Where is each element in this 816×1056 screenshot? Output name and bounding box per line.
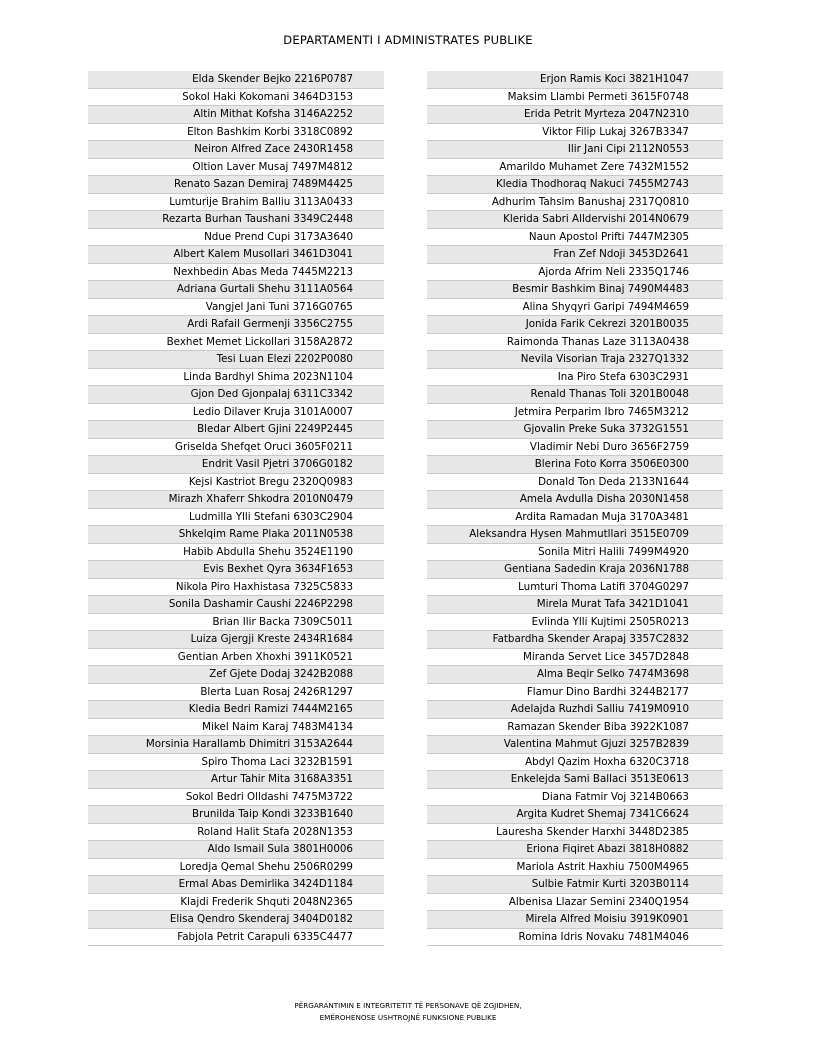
list-item: Griselda Shefqet Oruci 3605F0211 [88,439,384,457]
list-item: Mikel Naim Karaj 7483M4134 [88,719,384,737]
list-item: Ajorda Afrim Neli 2335Q1746 [427,264,723,282]
list-item: Gjovalin Preke Suka 3732G1551 [427,421,723,439]
list-item: Valentina Mahmut Gjuzi 3257B2839 [427,736,723,754]
list-item: Eriona Fiqiret Abazi 3818H0882 [427,841,723,859]
list-item: Abdyl Qazim Hoxha 6320C3718 [427,754,723,772]
list-item: Sokol Haki Kokomani 3464D3153 [88,89,384,107]
list-item: Miranda Servet Lice 3457D2848 [427,649,723,667]
left-column-list [88,71,384,946]
list-item: Shkelqim Rame Plaka 2011N0538 [88,526,384,544]
list-item: Amarildo Muhamet Zere 7432M1552 [427,159,723,177]
list-item: Bexhet Memet Lickollari 3158A2872 [88,334,384,352]
list-item: Evis Bexhet Qyra 3634F1653 [88,561,384,579]
footer-line-2: EMËROHENOSE USHTROJNË FUNKSIONE PUBLIKE [319,1013,497,1022]
list-item: Ardi Rafail Germenji 3356C2755 [88,316,384,334]
list-item: Blerta Luan Rosaj 2426R1297 [88,684,384,702]
list-item: Mirela Murat Tafa 3421D1041 [427,596,723,614]
page-title: DEPARTAMENTI I ADMINISTRATES PUBLIKE [283,33,533,47]
list-item: Diana Fatmir Voj 3214B0663 [427,789,723,807]
list-item: Adelajda Ruzhdi Salliu 7419M0910 [427,701,723,719]
list-item: Adhurim Tahsim Banushaj 2317Q0810 [427,194,723,212]
list-item: Ilir Jani Cipi 2112N0553 [427,141,723,159]
list-item: Kledia Thodhoraq Nakuci 7455M2743 [427,176,723,194]
list-item: Erjon Ramis Koci 3821H1047 [427,71,723,89]
list-item: Klerida Sabri Alldervishi 2014N0679 [427,211,723,229]
list-item: Zef Gjete Dodaj 3242B2088 [88,666,384,684]
list-item: Mariola Astrit Haxhiu 7500M4965 [427,859,723,877]
list-item: Sonila Dashamir Caushi 2246P2298 [88,596,384,614]
list-item: Jetmira Perparim Ibro 7465M3212 [427,404,723,422]
list-item: Artur Tahir Mita 3168A3351 [88,771,384,789]
list-item: Albert Kalem Musollari 3461D3041 [88,246,384,264]
list-item: Alma Beqir Selko 7474M3698 [427,666,723,684]
list-item: Mirela Alfred Moisiu 3919K0901 [427,911,723,929]
list-item: Donald Ton Deda 2133N1644 [427,474,723,492]
list-item: Renald Thanas Toli 3201B0048 [427,386,723,404]
list-item: Aleksandra Hysen Mahmutllari 3515E0709 [427,526,723,544]
list-item: Sulbie Fatmir Kurti 3203B0114 [427,876,723,894]
list-item: Luiza Gjergji Kreste 2434R1684 [88,631,384,649]
list-item: Tesi Luan Elezi 2202P0080 [88,351,384,369]
list-item: Gjon Ded Gjonpalaj 6311C3342 [88,386,384,404]
list-item: Loredja Qemal Shehu 2506R0299 [88,859,384,877]
list-item: Fran Zef Ndoji 3453D2641 [427,246,723,264]
list-item: Flamur Dino Bardhi 3244B2177 [427,684,723,702]
list-item: Raimonda Thanas Laze 3113A0438 [427,334,723,352]
list-item: Ardita Ramadan Muja 3170A3481 [427,509,723,527]
list-item: Morsinia Harallamb Dhimitri 3153A2644 [88,736,384,754]
page-footer [0,1000,816,1024]
list-item: Erida Petrit Myrteza 2047N2310 [427,106,723,124]
list-item: Sokol Bedri Olldashi 7475M3722 [88,789,384,807]
list-item: Viktor Filip Lukaj 3267B3347 [427,124,723,142]
list-item: Kledia Bedri Ramizi 7444M2165 [88,701,384,719]
list-item: Rezarta Burhan Taushani 3349C2448 [88,211,384,229]
list-item: Jonida Farik Cekrezi 3201B0035 [427,316,723,334]
list-item: Habib Abdulla Shehu 3524E1190 [88,544,384,562]
list-item: Endrit Vasil Pjetri 3706G0182 [88,456,384,474]
list-item: Alina Shyqyri Garipi 7494M4659 [427,299,723,317]
list-item: Fatbardha Skender Arapaj 3357C2832 [427,631,723,649]
list-item: Gentiana Sadedin Kraja 2036N1788 [427,561,723,579]
list-item: Fabjola Petrit Carapuli 6335C4477 [88,929,384,947]
list-item: Blerina Foto Korra 3506E0300 [427,456,723,474]
list-item: Nexhbedin Abas Meda 7445M2213 [88,264,384,282]
list-item: Bledar Albert Gjini 2249P2445 [88,421,384,439]
list-item: Nikola Piro Haxhistasa 7325C5833 [88,579,384,597]
list-item: Klajdi Frederik Shquti 2048N2365 [88,894,384,912]
list-item: Romina Idris Novaku 7481M4046 [427,929,723,947]
list-item: Enkelejda Sami Ballaci 3513E0613 [427,771,723,789]
list-item: Lumturije Brahim Balliu 3113A0433 [88,194,384,212]
list-item: Sonila Mitri Halili 7499M4920 [427,544,723,562]
list-item: Ermal Abas Demirlika 3424D1184 [88,876,384,894]
list-item: Mirazh Xhaferr Shkodra 2010N0479 [88,491,384,509]
list-item: Naun Apostol Prifti 7447M2305 [427,229,723,247]
list-item: Lumturi Thoma Latifi 3704G0297 [427,579,723,597]
list-item: Renato Sazan Demiraj 7489M4425 [88,176,384,194]
list-item: Lauresha Skender Harxhi 3448D2385 [427,824,723,842]
list-item: Linda Bardhyl Shima 2023N1104 [88,369,384,387]
right-column-list [427,71,723,946]
list-item: Brian Ilir Backa 7309C5011 [88,614,384,632]
list-item: Brunilda Taip Kondi 3233B1640 [88,806,384,824]
list-item: Vladimir Nebi Duro 3656F2759 [427,439,723,457]
list-item: Ndue Prend Cupi 3173A3640 [88,229,384,247]
footer-line-1: PËRGARANTIMIN E INTEGRITETIT TË PERSONAVE QË ZGJIDHEN, [294,1001,522,1010]
list-item: Elisa Qendro Skenderaj 3404D0182 [88,911,384,929]
list-item: Kejsi Kastriot Bregu 2320Q0983 [88,474,384,492]
list-item: Elda Skender Bejko 2216P0787 [88,71,384,89]
list-item: Gentian Arben Xhoxhi 3911K0521 [88,649,384,667]
list-item: Ludmilla Ylli Stefani 6303C2904 [88,509,384,527]
list-item: Ledio Dilaver Kruja 3101A0007 [88,404,384,422]
list-item: Roland Halit Stafa 2028N1353 [88,824,384,842]
list-item: Adriana Gurtali Shehu 3111A0564 [88,281,384,299]
list-item: Ramazan Skender Biba 3922K1087 [427,719,723,737]
list-item: Albenisa Llazar Semini 2340Q1954 [427,894,723,912]
list-item: Maksim Llambi Permeti 3615F0748 [427,89,723,107]
list-item: Neiron Alfred Zace 2430R1458 [88,141,384,159]
list-item: Ina Piro Stefa 6303C2931 [427,369,723,387]
list-item: Vangjel Jani Tuni 3716G0765 [88,299,384,317]
list-item: Argita Kudret Shemaj 7341C6624 [427,806,723,824]
list-item: Altin Mithat Kofsha 3146A2252 [88,106,384,124]
list-item: Spiro Thoma Laci 3232B1591 [88,754,384,772]
list-item: Oltion Laver Musaj 7497M4812 [88,159,384,177]
list-item: Nevila Visorian Traja 2327Q1332 [427,351,723,369]
list-item: Besmir Bashkim Binaj 7490M4483 [427,281,723,299]
list-item: Elton Bashkim Korbi 3318C0892 [88,124,384,142]
list-item: Amela Avdulla Disha 2030N1458 [427,491,723,509]
list-item: Evlinda Ylli Kujtimi 2505R0213 [427,614,723,632]
list-item: Aldo Ismail Sula 3801H0006 [88,841,384,859]
